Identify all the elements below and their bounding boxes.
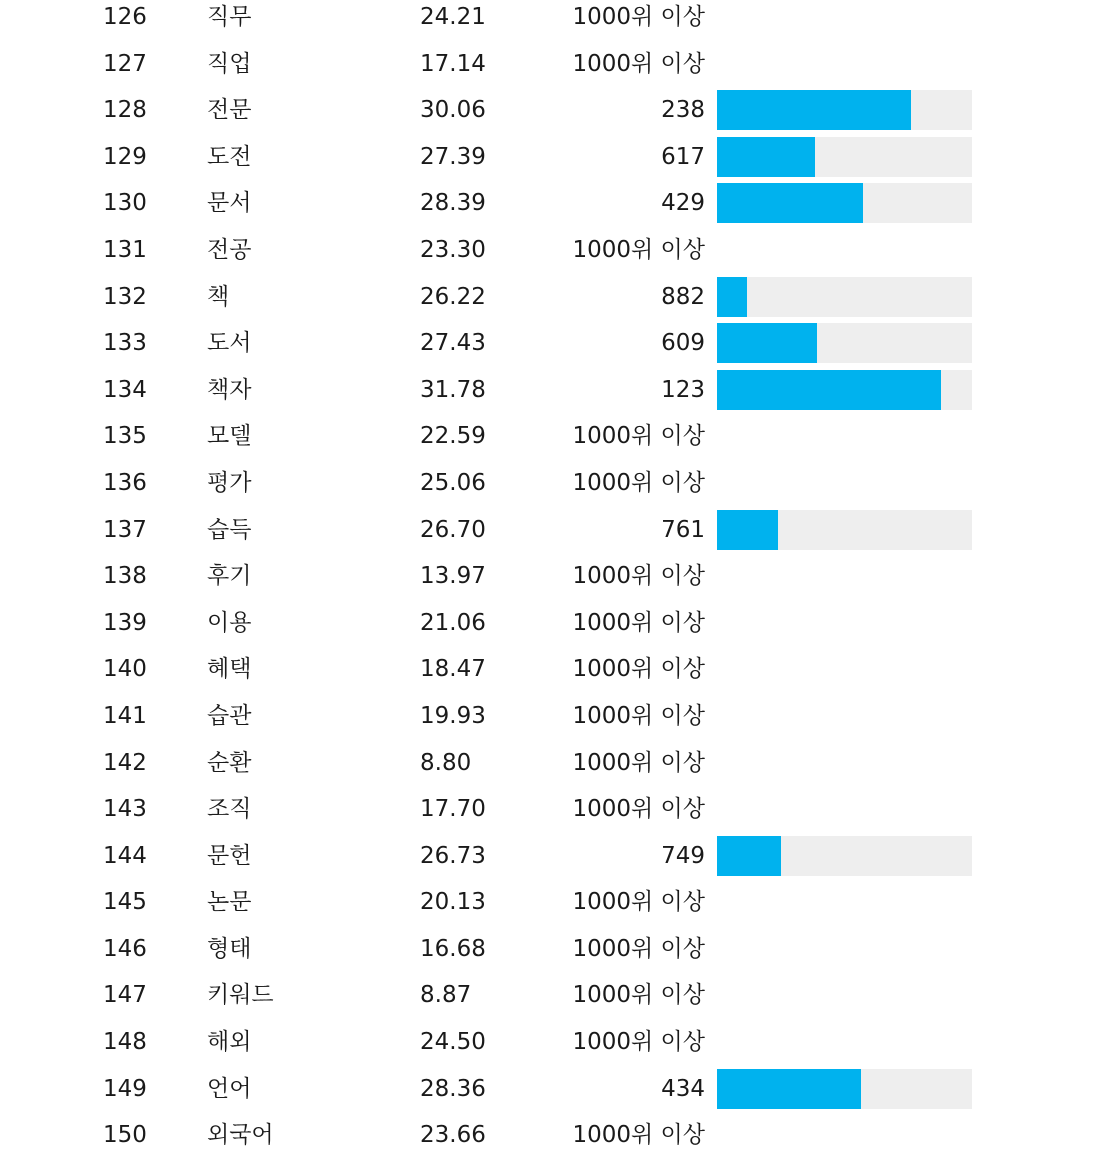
keyword: 책자 bbox=[207, 376, 252, 403]
rank-value: 1000위 이상 bbox=[572, 796, 705, 823]
score-value: 17.14 bbox=[420, 50, 486, 77]
keyword: 언어 bbox=[207, 1075, 252, 1102]
keyword: 습관 bbox=[207, 702, 252, 729]
rank-bar-track bbox=[717, 90, 972, 130]
score-value: 8.80 bbox=[420, 749, 472, 776]
keyword: 논문 bbox=[207, 889, 252, 916]
score-value: 28.36 bbox=[420, 1075, 486, 1102]
rank-bar-fill bbox=[717, 137, 815, 177]
keyword: 순환 bbox=[207, 749, 252, 776]
score-value: 26.70 bbox=[420, 516, 486, 543]
keyword: 전공 bbox=[207, 236, 252, 263]
row-number: 148 bbox=[103, 1029, 147, 1056]
score-value: 26.73 bbox=[420, 842, 486, 869]
table-row bbox=[0, 87, 1114, 134]
rank-value: 1000위 이상 bbox=[572, 1029, 705, 1056]
row-number: 140 bbox=[103, 656, 147, 683]
rank-value: 882 bbox=[661, 283, 705, 310]
table-row bbox=[0, 972, 1114, 1019]
row-number: 144 bbox=[103, 842, 147, 869]
score-value: 13.97 bbox=[420, 563, 486, 590]
keyword: 조직 bbox=[207, 796, 252, 823]
rank-value: 238 bbox=[661, 97, 705, 124]
rank-value: 617 bbox=[661, 143, 705, 170]
row-number: 150 bbox=[103, 1122, 147, 1149]
table-row bbox=[0, 1019, 1114, 1066]
rank-value: 1000위 이상 bbox=[572, 935, 705, 962]
score-value: 25.06 bbox=[420, 469, 486, 496]
rank-value: 1000위 이상 bbox=[572, 50, 705, 77]
keyword: 전문 bbox=[207, 97, 252, 124]
keyword: 직무 bbox=[207, 4, 252, 30]
rank-value: 1000위 이상 bbox=[572, 563, 705, 590]
rank-bar-track bbox=[717, 323, 972, 363]
rank-value: 1000위 이상 bbox=[572, 236, 705, 263]
row-number: 127 bbox=[103, 50, 147, 77]
rank-bar-track bbox=[717, 183, 972, 223]
table-row bbox=[0, 0, 1114, 41]
rank-bar-fill bbox=[717, 277, 747, 317]
score-value: 31.78 bbox=[420, 376, 486, 403]
table-row bbox=[0, 180, 1114, 227]
row-number: 133 bbox=[103, 330, 147, 357]
rank-bar-fill bbox=[717, 1069, 861, 1109]
rank-bar-track bbox=[717, 137, 972, 177]
rank-bar-fill bbox=[717, 323, 817, 363]
table-row bbox=[0, 274, 1114, 321]
table-row bbox=[0, 926, 1114, 973]
table-row bbox=[0, 693, 1114, 740]
score-value: 17.70 bbox=[420, 796, 486, 823]
rank-value: 123 bbox=[661, 376, 705, 403]
score-value: 28.39 bbox=[420, 190, 486, 217]
row-number: 143 bbox=[103, 796, 147, 823]
row-number: 149 bbox=[103, 1075, 147, 1102]
table-row bbox=[0, 227, 1114, 274]
row-number: 131 bbox=[103, 236, 147, 263]
row-number: 126 bbox=[103, 4, 147, 30]
table-row bbox=[0, 367, 1114, 414]
table-row bbox=[0, 740, 1114, 787]
keyword: 혜택 bbox=[207, 656, 252, 683]
score-value: 21.06 bbox=[420, 609, 486, 636]
score-value: 23.66 bbox=[420, 1122, 486, 1149]
table-row bbox=[0, 507, 1114, 554]
rank-value: 1000위 이상 bbox=[572, 469, 705, 496]
table-row bbox=[0, 413, 1114, 460]
rank-value: 761 bbox=[661, 516, 705, 543]
score-value: 23.30 bbox=[420, 236, 486, 263]
row-number: 141 bbox=[103, 702, 147, 729]
keyword: 후기 bbox=[207, 563, 252, 590]
row-number: 137 bbox=[103, 516, 147, 543]
keyword: 습득 bbox=[207, 516, 252, 543]
score-value: 16.68 bbox=[420, 935, 486, 962]
score-value: 24.50 bbox=[420, 1029, 486, 1056]
table-row bbox=[0, 646, 1114, 693]
row-number: 129 bbox=[103, 143, 147, 170]
table-row bbox=[0, 833, 1114, 880]
row-number: 142 bbox=[103, 749, 147, 776]
rank-bar-track bbox=[717, 836, 972, 876]
row-number: 139 bbox=[103, 609, 147, 636]
row-number: 145 bbox=[103, 889, 147, 916]
keyword: 모델 bbox=[207, 423, 252, 450]
table-row bbox=[0, 600, 1114, 647]
rank-bar-track bbox=[717, 1069, 972, 1109]
keyword: 이용 bbox=[207, 609, 252, 636]
score-value: 8.87 bbox=[420, 982, 472, 1009]
table-row bbox=[0, 553, 1114, 600]
row-number: 134 bbox=[103, 376, 147, 403]
table-row bbox=[0, 320, 1114, 367]
keyword: 책 bbox=[207, 283, 230, 310]
row-number: 128 bbox=[103, 97, 147, 124]
rank-bar-fill bbox=[717, 90, 911, 130]
rank-value: 434 bbox=[661, 1075, 705, 1102]
rank-value: 609 bbox=[661, 330, 705, 357]
rank-value: 429 bbox=[661, 190, 705, 217]
keyword: 도서 bbox=[207, 330, 252, 357]
row-number: 135 bbox=[103, 423, 147, 450]
row-number: 138 bbox=[103, 563, 147, 590]
rank-value: 1000위 이상 bbox=[572, 609, 705, 636]
table-row bbox=[0, 1066, 1114, 1113]
row-number: 132 bbox=[103, 283, 147, 310]
keyword: 평가 bbox=[207, 469, 252, 496]
rank-bar-fill bbox=[717, 370, 941, 410]
keyword: 해외 bbox=[207, 1029, 252, 1056]
score-value: 30.06 bbox=[420, 97, 486, 124]
rank-bar-track bbox=[717, 370, 972, 410]
keyword: 문서 bbox=[207, 190, 252, 217]
score-value: 24.21 bbox=[420, 4, 486, 30]
table-row bbox=[0, 460, 1114, 507]
row-number: 136 bbox=[103, 469, 147, 496]
keyword: 형태 bbox=[207, 935, 252, 962]
score-value: 27.39 bbox=[420, 143, 486, 170]
rank-value: 749 bbox=[661, 842, 705, 869]
row-number: 146 bbox=[103, 935, 147, 962]
score-value: 26.22 bbox=[420, 283, 486, 310]
table-row bbox=[0, 41, 1114, 88]
score-value: 22.59 bbox=[420, 423, 486, 450]
rank-bar-fill bbox=[717, 183, 863, 223]
rank-value: 1000위 이상 bbox=[572, 702, 705, 729]
keyword: 도전 bbox=[207, 143, 252, 170]
table-row bbox=[0, 786, 1114, 833]
rank-bar-fill bbox=[717, 510, 778, 550]
row-number: 147 bbox=[103, 982, 147, 1009]
rank-bar-track bbox=[717, 277, 972, 317]
rank-value: 1000위 이상 bbox=[572, 423, 705, 450]
score-value: 20.13 bbox=[420, 889, 486, 916]
rank-value: 1000위 이상 bbox=[572, 4, 705, 30]
rank-value: 1000위 이상 bbox=[572, 1122, 705, 1149]
keyword: 키워드 bbox=[207, 982, 274, 1009]
rank-bar-fill bbox=[717, 836, 781, 876]
rank-value: 1000위 이상 bbox=[572, 982, 705, 1009]
table-row bbox=[0, 879, 1114, 926]
score-value: 27.43 bbox=[420, 330, 486, 357]
score-value: 19.93 bbox=[420, 702, 486, 729]
rank-value: 1000위 이상 bbox=[572, 749, 705, 776]
rank-bar-track bbox=[717, 510, 972, 550]
score-value: 18.47 bbox=[420, 656, 486, 683]
keyword: 문헌 bbox=[207, 842, 252, 869]
row-number: 130 bbox=[103, 190, 147, 217]
table-row bbox=[0, 1112, 1114, 1159]
rank-value: 1000위 이상 bbox=[572, 656, 705, 683]
rank-value: 1000위 이상 bbox=[572, 889, 705, 916]
keyword: 직업 bbox=[207, 50, 252, 77]
table-row bbox=[0, 134, 1114, 181]
keyword: 외국어 bbox=[207, 1122, 274, 1149]
